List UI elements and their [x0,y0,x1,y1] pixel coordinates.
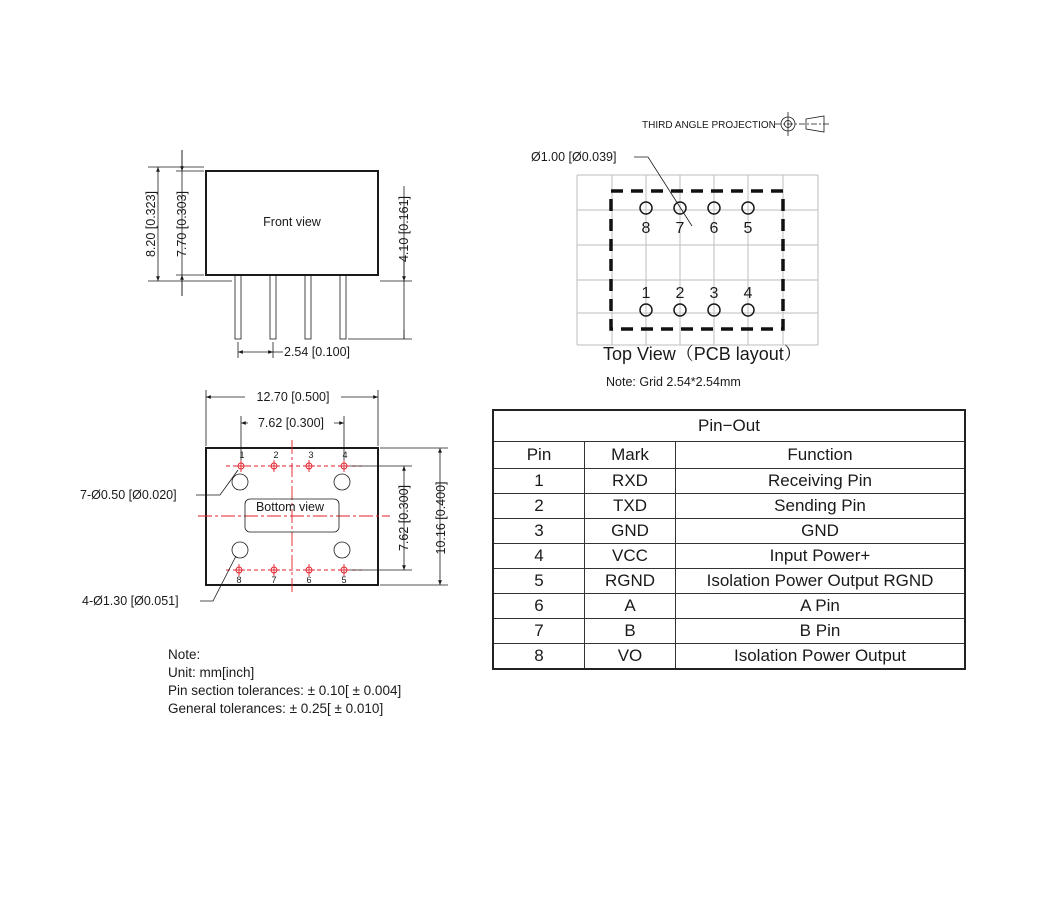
large-hole [232,474,248,490]
bottom-pin-number: 2 [273,450,279,460]
table-row [493,619,965,644]
bottom-pin-number: 8 [236,575,242,585]
front-view [144,150,412,359]
projection-label: THIRD ANGLE PROJECTION [642,120,776,131]
table-row [493,494,965,519]
bottom-pin-number: 4 [342,450,348,460]
table-row [493,569,965,594]
function-cell: Sending Pin [676,494,966,519]
mark-cell: RGND [585,569,676,594]
dim-pin-span: 7.62 [0.300] [257,416,325,430]
column-header: Function [676,442,966,469]
pin-cell: 8 [493,644,585,670]
bottom-pin-number: 6 [306,575,312,585]
bottom-view [80,389,448,608]
pcb-pin-number: 1 [641,285,651,302]
hole-large-label: 4-Ø1.30 [Ø0.051] [82,594,179,608]
large-hole [232,542,248,558]
dim-row-span: 7.62 [0.300] [397,484,411,552]
grid-note: Note: Grid 2.54*2.54mm [606,375,741,389]
dim-pin-length: 4.10 [0.161] [397,195,411,263]
top-view-title: Top View（PCB layout） [603,344,802,364]
mark-cell: GND [585,519,676,544]
pcb-hole-dim: Ø1.00 [Ø0.039] [531,150,617,164]
note-line: Pin section tolerances: ± 0.10[ ± 0.004] [168,683,402,698]
dim-total-height: 8.20 [0.323] [144,190,158,258]
bottom-pin-number: 5 [341,575,347,585]
function-cell: B Pin [676,619,966,644]
pcb-pin-number: 3 [709,285,719,302]
pcb-pin-number: 7 [675,220,685,237]
function-cell: Input Power+ [676,544,966,569]
pinout-table [492,409,966,670]
column-header: Pin [493,442,585,469]
bottom-view-label: Bottom view [255,500,325,514]
mark-cell: B [585,619,676,644]
front-view-label: Front view [263,215,321,229]
pcb-pin-number: 4 [743,285,753,302]
table-row [493,544,965,569]
mark-cell: RXD [585,469,676,494]
large-hole [334,474,350,490]
bottom-pin-number: 1 [239,450,245,460]
mark-cell: VO [585,644,676,670]
bottom-pin-number: 3 [308,450,314,460]
note-line: Unit: mm[inch] [168,665,255,680]
pcb-pin-number: 8 [641,220,651,237]
notes-heading: Note: [168,647,201,662]
pin-cell: 3 [493,519,585,544]
pin-cell: 1 [493,469,585,494]
pinout-caption: Pin−Out [493,410,965,442]
pcb-pin-number: 5 [743,220,753,237]
pin-cell: 4 [493,544,585,569]
dim-body-height: 7.70 [0.303] [175,190,189,258]
mark-cell: A [585,594,676,619]
dim-pin-pitch: 2.54 [0.100] [284,345,351,359]
function-cell: Isolation Power Output RGND [676,569,966,594]
pcb-pin-number: 2 [675,285,685,302]
pcb-pin-number: 6 [709,220,719,237]
front-pin [235,275,241,339]
large-hole [334,542,350,558]
table-row [493,644,965,670]
dim-bottom-height: 10.16 [0.400] [434,481,448,555]
pin-cell: 2 [493,494,585,519]
mark-cell: TXD [585,494,676,519]
table-row [493,519,965,544]
pin-cell: 7 [493,619,585,644]
front-pin [305,275,311,339]
column-header: Mark [585,442,676,469]
table-row [493,594,965,619]
pcb-outline [611,191,783,329]
pin-cell: 5 [493,569,585,594]
function-cell: Isolation Power Output [676,644,966,670]
dim-bottom-width: 12.70 [0.500] [256,390,330,404]
function-cell: GND [676,519,966,544]
hole-small-label: 7-Ø0.50 [Ø0.020] [80,488,177,502]
projection-symbol [642,112,830,136]
function-cell: A Pin [676,594,966,619]
top-view [531,150,818,389]
front-pin [340,275,346,339]
note-line: General tolerances: ± 0.25[ ± 0.010] [168,701,384,716]
pin-cell: 6 [493,594,585,619]
notes-block [168,646,401,718]
bottom-pin-number: 7 [271,575,277,585]
function-cell: Receiving Pin [676,469,966,494]
mark-cell: VCC [585,544,676,569]
table-row [493,469,965,494]
front-pin [270,275,276,339]
